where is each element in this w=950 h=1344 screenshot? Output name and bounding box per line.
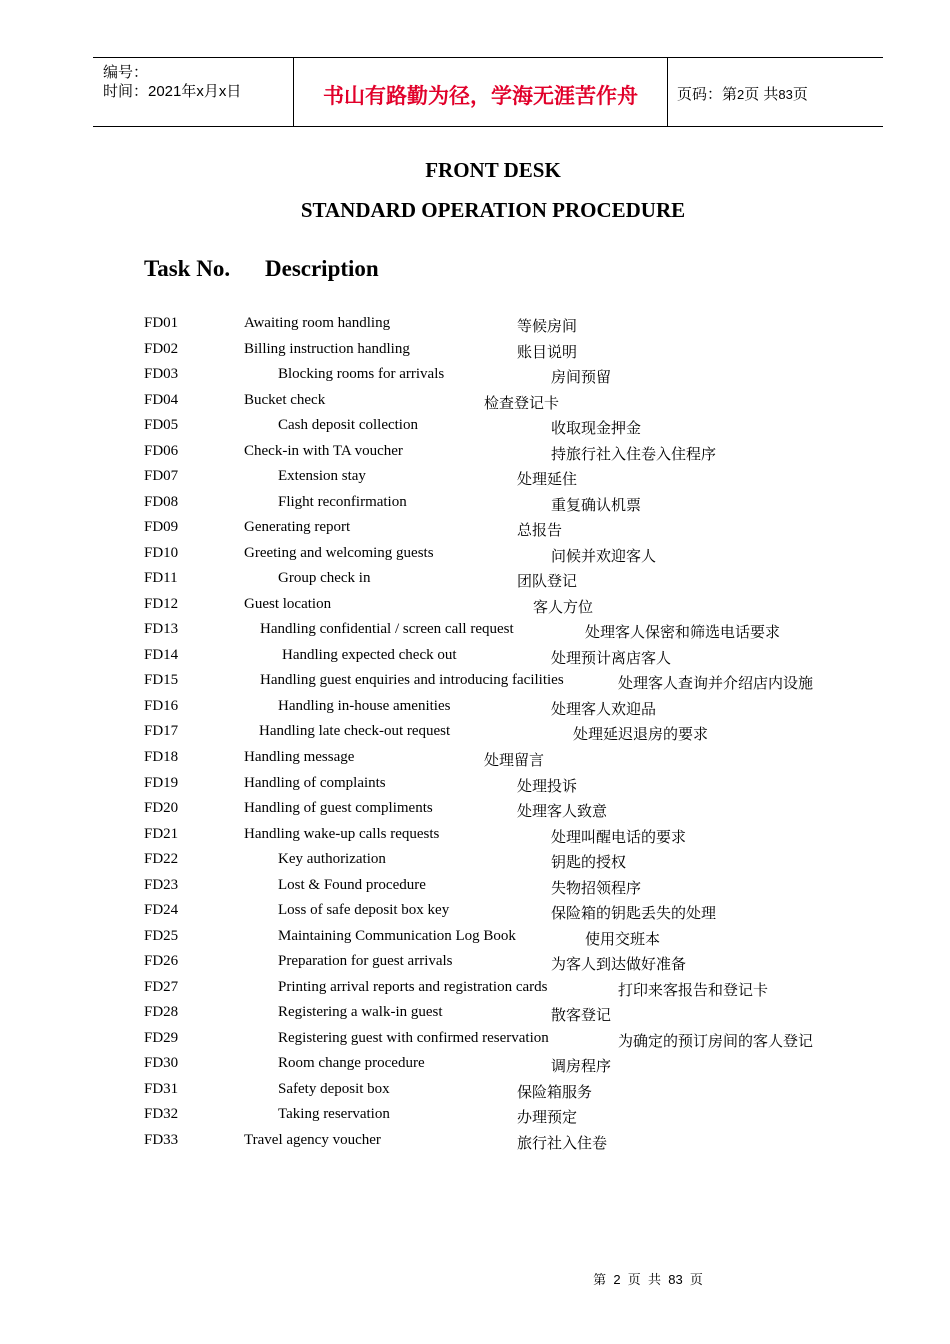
- task-description-en: Bucket check: [244, 391, 326, 408]
- task-code: FD23: [144, 876, 179, 893]
- task-description-en: Awaiting room handling: [244, 315, 391, 331]
- task-code: FD26: [144, 953, 179, 970]
- task-code: FD16: [144, 697, 179, 714]
- task-description-zh: 办理预定: [517, 1110, 578, 1127]
- document-title: FRONT DESK: [425, 158, 561, 182]
- task-description-zh: 为客人到达做好准备: [551, 957, 687, 974]
- task-description-zh: 散客登记: [551, 1008, 612, 1025]
- task-description-en: Maintaining Communication Log Book: [278, 927, 516, 944]
- task-description-zh: 保险箱服务: [517, 1084, 593, 1101]
- task-code: FD13: [144, 621, 179, 638]
- page-current: 2: [737, 87, 745, 102]
- task-description-en: Preparation for guest arrivals: [278, 953, 453, 970]
- task-code: FD29: [144, 1029, 179, 1046]
- task-description-en: Flight reconfirmation: [278, 493, 407, 510]
- task-description-zh: 房间预留: [551, 370, 612, 387]
- task-description-en: Room change procedure: [278, 1055, 425, 1072]
- task-description-zh: 账目说明: [517, 344, 578, 361]
- task-code: FD04: [144, 391, 179, 408]
- task-description-en: Handling confidential / screen call request: [260, 621, 514, 638]
- page-total: 83: [778, 87, 793, 102]
- task-description-en: Registering guest with confirmed reservation: [278, 1029, 549, 1046]
- page-mid: 页 共: [744, 86, 779, 103]
- task-description-zh: 处理留言: [484, 753, 545, 769]
- task-code: FD08: [144, 493, 179, 510]
- task-description-en: Guest location: [244, 595, 332, 612]
- header-meta-cell: [93, 58, 293, 126]
- task-description-en: Check-in with TA voucher: [244, 442, 403, 459]
- task-description-zh: 处理客人致意: [517, 804, 608, 821]
- task-code: FD03: [144, 366, 179, 383]
- task-code: FD05: [144, 417, 179, 434]
- task-description-en: Handling of complaints: [244, 774, 386, 791]
- task-description-zh: 处理客人查询并介绍店内设施: [618, 676, 814, 693]
- task-description-en: Handling expected check out: [282, 646, 457, 663]
- task-description-en: Handling in-house amenities: [278, 697, 451, 714]
- task-description-zh: 失物招领程序: [551, 880, 642, 897]
- task-code: FD18: [144, 749, 179, 765]
- task-code: FD15: [144, 672, 179, 689]
- task-code: FD14: [144, 646, 179, 663]
- task-code: FD09: [144, 519, 179, 536]
- task-code: FD22: [144, 851, 179, 868]
- task-description-en: Cash deposit collection: [278, 417, 418, 434]
- task-description-en: Greeting and welcoming guests: [244, 544, 434, 561]
- task-description-zh: 持旅行社入住卷入住程序: [551, 446, 717, 463]
- task-description-en: Key authorization: [278, 851, 386, 868]
- task-description-zh: 客人方位: [533, 599, 594, 616]
- task-code: FD02: [144, 340, 179, 357]
- task-description-zh: 等候房间: [517, 319, 578, 335]
- page-footer: 第 2 页 共 83 页: [593, 1272, 703, 1287]
- task-description-zh: 处理叫醒电话的要求: [551, 829, 687, 846]
- document-number-label: 编号：: [103, 64, 149, 81]
- task-description-en: Handling message: [244, 749, 355, 765]
- task-description-zh: 调房程序: [551, 1059, 612, 1076]
- task-code: FD25: [144, 927, 179, 944]
- header-motto-cell: [293, 58, 668, 126]
- task-description-zh: 钥匙的授权: [551, 855, 627, 872]
- task-description-en: Registering a walk-in guest: [278, 1004, 443, 1021]
- task-code: FD30: [144, 1055, 179, 1072]
- task-description-en: Handling guest enquiries and introducing facilities: [260, 672, 564, 689]
- task-code: FD10: [144, 544, 179, 561]
- task-description-zh: 处理投诉: [517, 778, 578, 795]
- task-description-zh: 旅行社入住卷: [517, 1135, 608, 1152]
- task-code: FD07: [144, 468, 179, 485]
- task-description-zh: 处理预计离店客人: [551, 650, 672, 667]
- task-code: FD33: [144, 1131, 179, 1148]
- task-description-en: Loss of safe deposit box key: [278, 902, 450, 919]
- task-code: FD31: [144, 1080, 179, 1097]
- task-description-zh: 使用交班本: [585, 931, 661, 948]
- task-description-en: Travel agency voucher: [244, 1131, 381, 1148]
- header-motto: 书山有路勤为径，学海无涯苦作舟: [323, 85, 638, 108]
- task-code: FD12: [144, 595, 179, 612]
- document-time-label: 时间：2021年x月x日: [103, 83, 242, 100]
- task-description-en: Blocking rooms for arrivals: [278, 366, 445, 383]
- task-description-en: Group check in: [278, 570, 371, 587]
- task-description-en: Handling of guest compliments: [244, 800, 433, 817]
- task-code: FD21: [144, 825, 179, 842]
- task-description-zh: 处理延住: [517, 472, 578, 489]
- task-description-en: Printing arrival reports and registration cards: [278, 978, 548, 995]
- task-description-zh: 处理客人欢迎品: [551, 701, 657, 718]
- task-description-zh: 检查登记卡: [484, 395, 560, 412]
- task-description-en: Safety deposit box: [278, 1080, 390, 1097]
- task-code: FD01: [144, 315, 179, 331]
- task-description-zh: 为确定的预订房间的客人登记: [618, 1033, 814, 1050]
- page-prefix: 页码：第: [677, 86, 738, 103]
- task-description-en: Lost & Found procedure: [278, 876, 426, 893]
- task-description-en: Billing instruction handling: [244, 340, 410, 357]
- task-description-zh: 保险箱的钥匙丢失的处理: [551, 906, 717, 923]
- task-code: FD19: [144, 774, 179, 791]
- column-header-task-no: Task No.: [144, 256, 231, 281]
- task-description-zh: 问候并欢迎客人: [551, 548, 657, 565]
- task-code: FD06: [144, 442, 179, 459]
- task-description-zh: 收取现金押金: [551, 421, 642, 438]
- document-subtitle: STANDARD OPERATION PROCEDURE: [300, 198, 686, 222]
- task-code: FD28: [144, 1004, 179, 1021]
- task-description-zh: 总报告: [517, 523, 563, 540]
- task-description-zh: 重复确认机票: [551, 497, 642, 514]
- task-description-en: Extension stay: [278, 468, 366, 485]
- task-description-en: Generating report: [244, 519, 351, 536]
- page-suffix: 页: [792, 86, 808, 103]
- task-description-en: Handling late check-out request: [259, 723, 451, 740]
- task-code: FD27: [144, 978, 179, 995]
- task-code: FD24: [144, 902, 179, 919]
- column-header-description: Description: [265, 256, 379, 281]
- header-page-number: [677, 83, 808, 104]
- task-code: FD17: [144, 723, 179, 740]
- header-page-cell: [667, 58, 883, 126]
- task-description-en: Handling wake-up calls requests: [244, 825, 440, 842]
- task-code: FD20: [144, 800, 179, 817]
- task-description-zh: 打印来客报告和登记卡: [618, 982, 769, 999]
- page-header: [93, 57, 883, 127]
- task-code: FD11: [144, 570, 178, 587]
- task-description-zh: 团队登记: [517, 574, 578, 591]
- task-description-zh: 处理延迟退房的要求: [573, 727, 709, 744]
- task-code: FD32: [144, 1106, 179, 1123]
- task-description-zh: 处理客人保密和筛选电话要求: [585, 625, 781, 642]
- task-description-en: Taking reservation: [278, 1106, 390, 1123]
